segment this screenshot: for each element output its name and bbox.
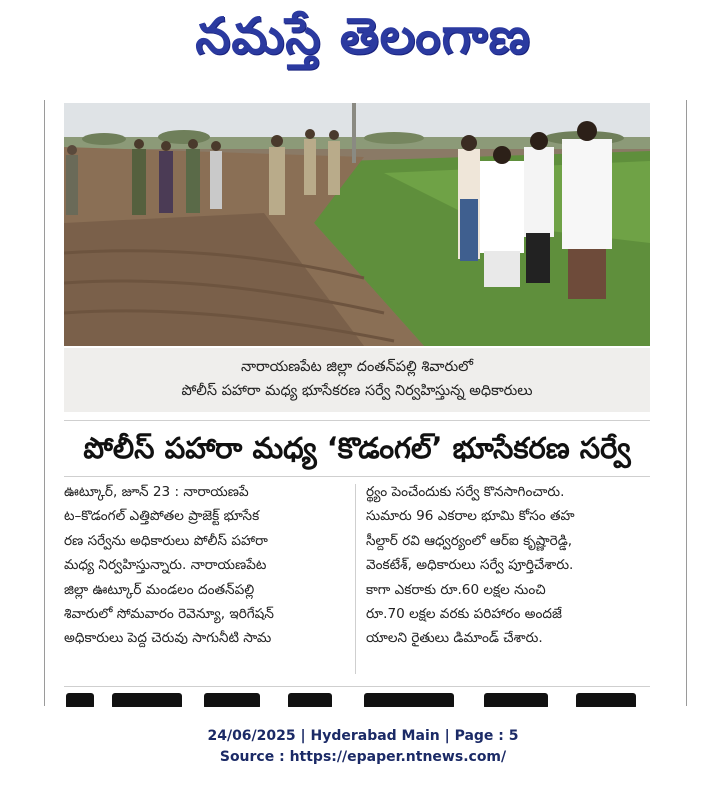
- article-line: సుమారు 96 ఎకరాల భూమి కోసం తహ: [366, 508, 575, 525]
- article-line: ట–కొడంగల్ ఎత్తిపోతల ప్రాజెక్ట్ భూసేక: [64, 508, 260, 525]
- article-line: సీల్దార్ రవి ఆధ్వర్యంలో ఆర్ఐ కృష్ణారెడ్డి,: [366, 532, 573, 549]
- article-line: ఊట్కూర్, జూన్ 23 : నారాయణపే: [64, 484, 249, 500]
- article-line: ర్థ్యం పెంచేందుకు సర్వే కొనసాగించారు.: [366, 484, 565, 500]
- article-column-1: [64, 480, 348, 651]
- article-headline: పోలీస్ పహారా మధ్య ‘కొడంగల్’ భూసేకరణ సర్వే: [83, 431, 631, 465]
- news-photo: [64, 103, 650, 346]
- edition-info: 24/06/2025 | Hyderabad Main | Page : 5: [207, 728, 519, 744]
- newspaper-title: నమస్తే తెలంగాణ: [195, 6, 531, 65]
- left-page-edge: [44, 100, 45, 706]
- field-survey-photo-icon: [64, 103, 650, 346]
- article-line: కాగా ఎకరాకు రూ.60 లక్షల నుంచి: [366, 581, 546, 598]
- masthead: [0, 0, 726, 84]
- article-column-2: [366, 480, 650, 651]
- source-link[interactable]: Source : https://epaper.ntnews.com/: [219, 749, 507, 765]
- column-divider: [355, 484, 356, 674]
- right-page-edge: [686, 100, 687, 706]
- article-line: మధ్య నిర్వహిస్తున్నారు. నారాయణపేట: [64, 557, 267, 574]
- article-line: శివారులో సోమవారం రెవెన్యూ, ఇరిగేషన్: [64, 606, 274, 623]
- headline-top-rule: [64, 420, 650, 421]
- photo-caption: [64, 348, 650, 412]
- caption-line-1: నారాయణపేట జిల్లా దంతన్‌పల్లి శివారులో: [240, 359, 474, 375]
- article-line: యాలని రైతులు డిమాండ్ చేశారు.: [366, 630, 543, 647]
- section-rule: [64, 686, 650, 687]
- article-line: అధికారులు పెద్ద చెరువు సాగునీటి సామ: [64, 630, 272, 647]
- article-line: వెంకటేశ్, అధికారులు సర్వే పూర్తిచేశారు.: [366, 557, 574, 574]
- article-line: రణ సర్వేను అధికారులు పోలీస్ పహారా: [64, 532, 268, 549]
- article-line: రూ.70 లక్షల వరకు పరిహారం అందజే: [366, 606, 562, 623]
- article-line: జిల్లా ఊట్కూర్ మండలం దంతన్‌పల్లి: [64, 581, 255, 598]
- cropped-next-headline: [64, 691, 650, 707]
- caption-line-2: పోలీస్ పహారా మధ్య భూసేకరణ సర్వే నిర్వహిస్తున్న అధికారులు: [181, 383, 533, 399]
- headline-bottom-rule: [64, 476, 650, 477]
- page-footer: [0, 726, 726, 768]
